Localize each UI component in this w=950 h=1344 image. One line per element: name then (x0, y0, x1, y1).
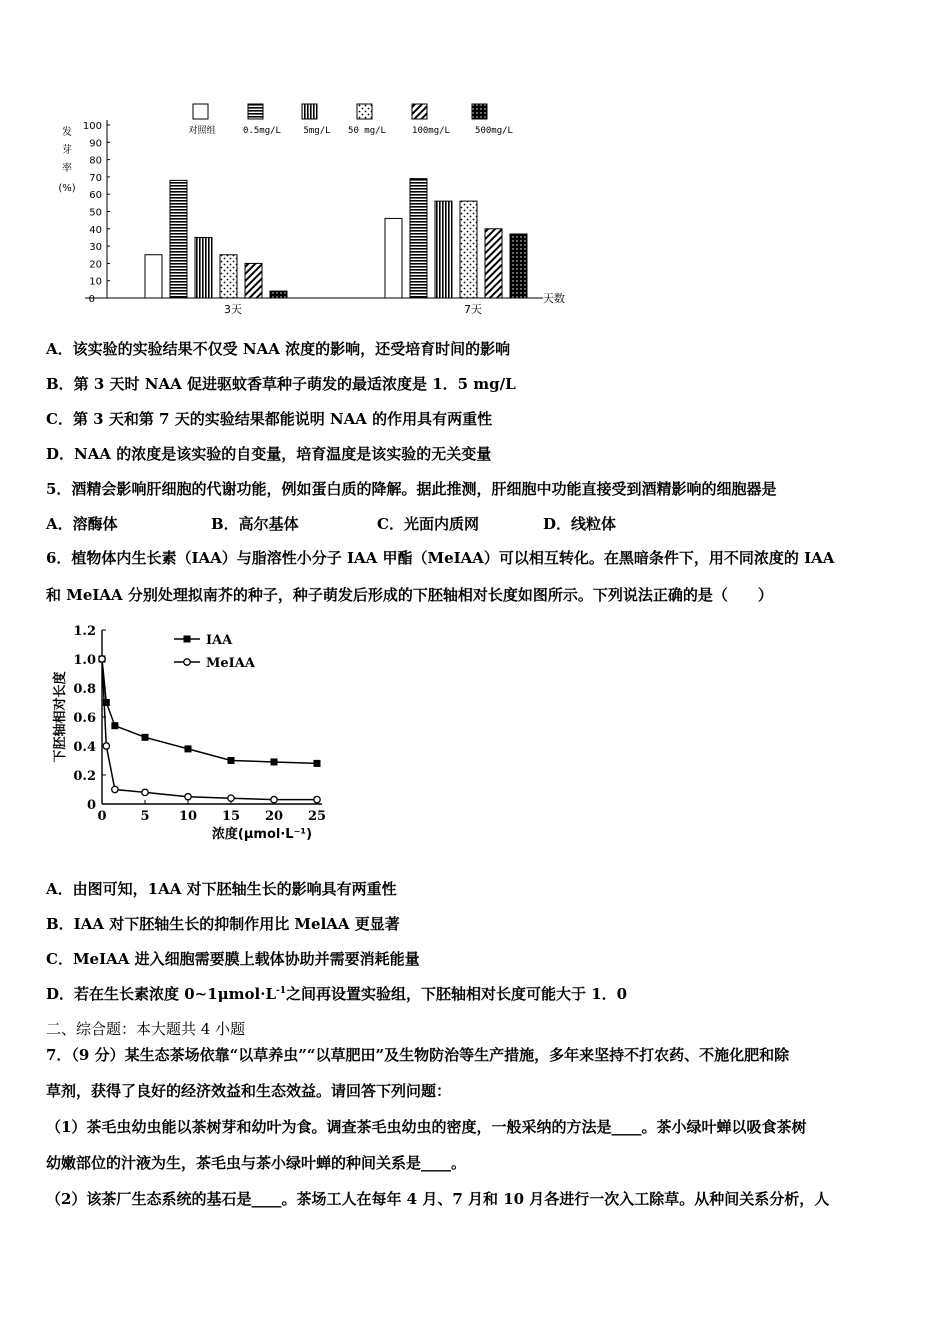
q6-option-d (46, 983, 627, 1004)
legend-swatch (302, 104, 317, 119)
point-MeIAA (112, 786, 118, 792)
legend-swatch (412, 104, 427, 119)
series-line-IAA (102, 659, 317, 763)
hypocotyl-line-chart (40, 620, 360, 850)
point-IAA (142, 734, 149, 741)
point-IAA (314, 760, 321, 767)
q7-part1-line2: 幼嫩部位的汁液为生，茶毛虫与茶小绿叶蝉的种间关系是____。 (46, 1154, 467, 1172)
q4-option-a: A．该实验的实验结果不仅受 NAA 浓度的影响，还受培育时间的影响 (46, 340, 511, 358)
x-tick-label: 25 (307, 809, 327, 824)
germination-bar-chart (55, 95, 595, 325)
bar-0-5 (270, 291, 287, 298)
q6-option-d-pre: D．若在生长素浓度 0~1μmol·L (46, 985, 276, 1003)
x-tick-label: 10 (178, 809, 198, 824)
x-axis-label: 天数 (543, 292, 565, 305)
bar-0-3 (220, 255, 237, 298)
q4-option-b: B．第 3 天时 NAA 促进驱蚊香草种子萌发的最适浓度是 1．5 mg/L (46, 375, 516, 393)
legend-label: 100mg/L (412, 126, 450, 136)
x-tick-label: 0 (97, 809, 107, 824)
y-tick-label: 0.2 (73, 769, 96, 784)
bar-0-0 (145, 255, 162, 298)
legend-label: MeIAA (206, 656, 255, 671)
q5-options (46, 513, 616, 534)
legend-label: 5mg/L (303, 126, 331, 136)
q5-option-b: B．高尔基体 (211, 515, 299, 533)
q6-option-a: A．由图可知，1AA 对下胚轴生长的影响具有两重性 (46, 880, 397, 898)
bar-1-4 (485, 229, 502, 298)
point-MeIAA (314, 796, 320, 802)
q4-option-d: D．NAA 的浓度是该实验的自变量，培育温度是该实验的无关变量 (46, 445, 492, 463)
y-tick-label: 0 (88, 294, 95, 305)
legend-swatch (248, 104, 263, 119)
series-line-MeIAA (102, 659, 317, 800)
q7-part2-line1: （2）该茶厂生态系统的基石是____。茶场工人在每年 4 月、7 月和 10 月各进行一次入工除草。从种间关系分析，人 (46, 1190, 830, 1208)
bar-0-4 (245, 263, 262, 298)
y-axis-label-part: 率 (62, 163, 72, 174)
y-axis-label: 下胚轴相对长度 (53, 671, 68, 763)
legend-marker-meiaa (184, 659, 190, 665)
bar-0-1 (170, 180, 187, 298)
x-tick-label: 15 (221, 809, 241, 824)
q7-part1-line1: （1）茶毛虫幼虫能以茶树芽和幼叶为食。调查茶毛虫幼虫的密度，一般采纳的方法是____。茶小绿叶蝉以吸食茶树 (46, 1118, 807, 1136)
q5-option-c: C．光面内质网 (377, 515, 479, 533)
point-MeIAA (228, 795, 234, 801)
point-MeIAA (185, 794, 191, 800)
q6-option-c: C．MeIAA 进入细胞需要膜上载体协助并需要消耗能量 (46, 950, 420, 968)
q5-option-d: D．线粒体 (543, 515, 617, 533)
bar-0-2 (195, 237, 212, 298)
point-IAA (271, 758, 278, 765)
y-tick-label: 90 (89, 138, 102, 150)
q7-stem-line1: 7．（9 分）某生态茶场依靠“以草养虫”“以草肥田”及生物防治等生产措施，多年来坚持不打农药、不施化肥和除 (46, 1046, 790, 1064)
legend-label: 50 mg/L (348, 126, 386, 136)
point-MeIAA (142, 789, 148, 795)
q6-stem-line2: 和 MeIAA 分别处理拟南芥的种子，种子萌发后形成的下胚轴相对长度如图所示。下列说法正确的是（ ） (46, 586, 773, 604)
point-MeIAA (271, 796, 277, 802)
x-tick-label: 5 (140, 809, 150, 824)
q7-stem-line2: 草剂，获得了良好的经济效益和生态效益。请回答下列问题： (46, 1082, 452, 1100)
y-tick-label: 50 (89, 207, 102, 219)
y-tick-label: 1.2 (73, 624, 96, 639)
q4-option-c: C．第 3 天和第 7 天的实验结果都能说明 NAA 的作用具有两重性 (46, 410, 493, 428)
q6-option-d-sup: -1 (276, 986, 286, 996)
section-2-heading: 二、综合题：本大题共 4 小题 (46, 1020, 246, 1038)
bar-1-1 (410, 179, 427, 298)
y-tick-label: 40 (89, 224, 102, 236)
y-tick-label: 60 (89, 190, 102, 202)
bar-1-2 (435, 201, 452, 298)
y-tick-label: 1.0 (73, 653, 96, 668)
q6-option-b: B．IAA 对下胚轴生长的抑制作用比 MelAA 更显著 (46, 915, 400, 933)
q5-stem: 5．酒精会影响肝细胞的代谢功能，例如蛋白质的降解。据此推测，肝细胞中功能直接受到酒精影响的细胞器是 (46, 480, 777, 498)
q5-option-a: A．溶酶体 (46, 515, 118, 533)
y-tick-label: 0.8 (73, 682, 96, 697)
bar-1-0 (385, 218, 402, 298)
q6-stem-line1: 6．植物体内生长素（IAA）与脂溶性小分子 IAA 甲酯（MeIAA）可以相互转化。在黑暗条件下，用不同浓度的 IAA (46, 549, 835, 567)
y-axis-label-part: 发 (62, 127, 72, 138)
legend-swatch (357, 104, 372, 119)
x-axis-label: 浓度(μmol·L⁻¹) (211, 827, 313, 842)
y-tick-label: 0.4 (73, 740, 96, 755)
x-category-label: 7天 (464, 303, 482, 316)
legend-marker-iaa (184, 636, 191, 643)
y-axis-label-part: (%) (58, 183, 76, 194)
legend-label: 0.5mg/L (243, 126, 281, 136)
bar-1-5 (510, 234, 527, 298)
legend-swatch (472, 104, 487, 119)
point-MeIAA (99, 656, 105, 662)
y-tick-label: 80 (89, 155, 102, 167)
legend-label: IAA (206, 633, 233, 648)
y-tick-label: 20 (89, 259, 102, 271)
legend-label: 对照组 (188, 126, 216, 136)
y-tick-label: 10 (89, 276, 102, 288)
point-IAA (111, 722, 118, 729)
y-tick-label: 0 (86, 798, 96, 813)
x-tick-label: 20 (264, 809, 284, 824)
y-tick-label: 70 (89, 172, 102, 184)
y-tick-label: 30 (89, 242, 102, 254)
y-tick-label: 100 (82, 121, 102, 132)
bar-1-3 (460, 201, 477, 298)
y-tick-label: 0.6 (73, 711, 96, 726)
x-category-label: 3天 (224, 303, 242, 316)
y-axis-label-part: 芽 (62, 145, 72, 156)
q6-option-d-post: 之间再设置实验组，下胚轴相对长度可能大于 1．0 (286, 985, 628, 1003)
legend-label: 500mg/L (475, 126, 513, 136)
point-IAA (228, 757, 235, 764)
point-IAA (185, 745, 192, 752)
legend-swatch (193, 104, 208, 119)
point-MeIAA (103, 743, 109, 749)
